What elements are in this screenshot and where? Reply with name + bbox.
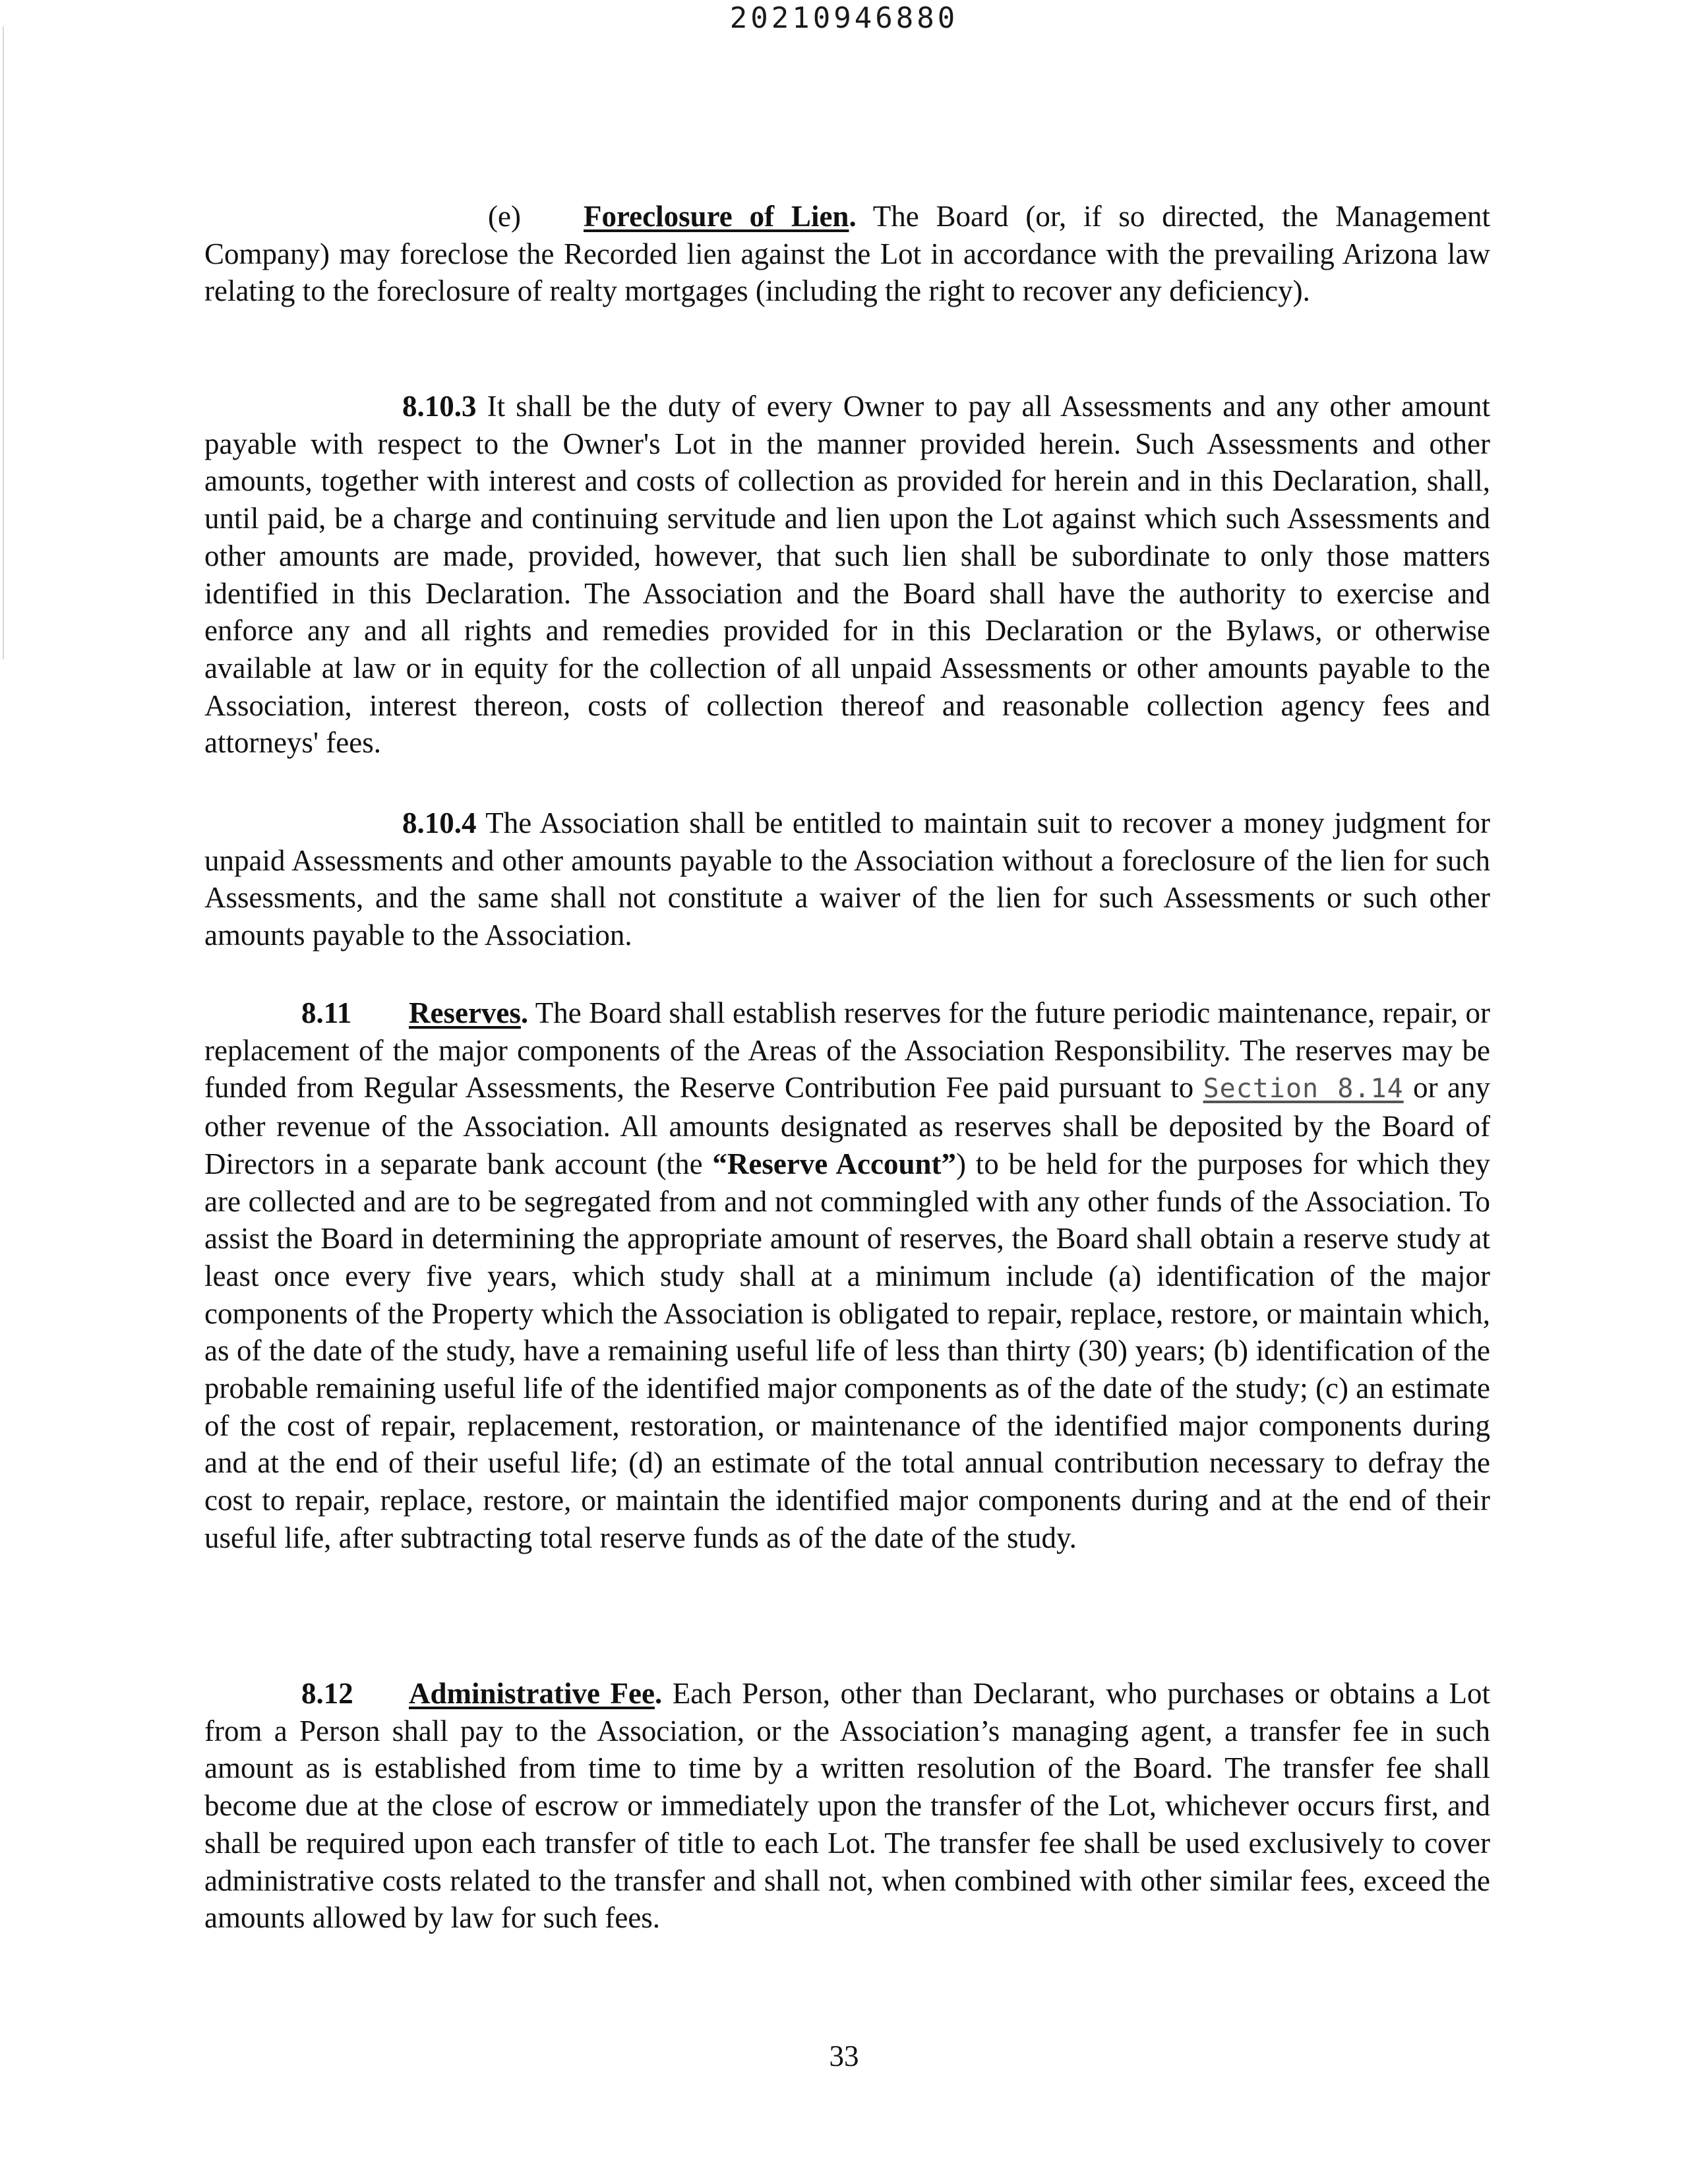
paragraph-e-foreclosure-of-lien <box>204 198 1490 310</box>
paragraph-8-10-4 <box>204 804 1490 954</box>
section-number: 8.10.3 <box>402 390 477 423</box>
cross-reference-link[interactable]: Section 8.14 <box>1203 1074 1404 1105</box>
paragraph-text: ) to be held for the purposes for which they are collected and are to be segregated from and not commingled with any other funds of the Association. To assist the Board in determining the appropriate amount of reserves, the Board shall obtain a reserve study at least once every five years, which study shall at a minimum include (a) identification of the major components of the Property which the Association is obligated to repair, replace, restore, or maintain which, as of the date of the study, have a remaining useful life of less than thirty (30) years; (b) identification of the probable remaining useful life of the identified major components as of the date of the study; (c) an estimate of the cost of repair, replacement, restoration, or maintenance of the identified major components during and at the end of their useful life; (d) an estimate of the total annual contribution necessary to defray the cost to repair, replace, restore, or maintain the identified major components during and at the end of their useful life, after subtracting total reserve funds as of the date of the study. <box>204 1147 1491 1554</box>
paragraph-text: or any other revenue of the Association. All amounts designated as reserves shall be deposited by the Board of Directors in a separate bank account (the <box>204 1071 1491 1180</box>
paragraph-8-10-3 <box>204 388 1490 762</box>
paragraph-text: The Board shall establish reserves for the future periodic maintenance, repair, or replacement of the major components of the Areas of the Association Responsibility. The reserves may be funded from Regular Assessments, the Reserve Contribution Fee paid pursuant to <box>204 996 1490 1105</box>
heading-punctuation: . <box>520 996 529 1029</box>
page-number: 33 <box>829 2040 859 2073</box>
defined-term: “Reserve Account” <box>712 1147 957 1180</box>
section-number: 8.11 <box>301 996 352 1029</box>
subsection-label: (e) <box>488 200 521 233</box>
paragraph-text: The Association shall be entitled to maintain suit to recover a money judgment for unpaid Assessments and other amounts payable to the Association without a foreclosure of the lien for such Assessments, and the same shall not constitute a waiver of the lien for such Assessments or such other amounts payable to the Association. <box>204 806 1490 952</box>
paragraph-8-12-administrative-fee <box>204 1675 1490 1937</box>
paragraph-text: The Board (or, if so directed, the Management Company) may foreclose the Recorded lien against the Lot in accordance with the prevailing Arizona law relating to the foreclosure of realty mortgages (including the right to recover any deficiency). <box>204 200 1490 308</box>
section-heading: Foreclosure of Lien <box>584 200 849 233</box>
scan-edge-line <box>3 26 4 659</box>
paragraph-text: It shall be the duty of every Owner to pay all Assessments and any other amount payable with respect to the Owner's Lot in the manner provided herein. Such Assessments and other amounts, together with interest and costs of collection as provided for herein and in this Declaration, shall, until paid, be a charge and continuing servitude and lien upon the Lot against which such Assessments and other amounts are made, provided, however, that such lien shall be subordinate to only those matters identified in this Declaration. The Association and the Board shall have the authority to exercise and enforce any and all rights and remedies provided for in this Declaration or the Bylaws, or otherwise available at law or in equity for the collection of all unpaid Assessments or other amounts payable to the Association, interest thereon, costs of collection thereof and reasonable collection agency fees and attorneys' fees. <box>204 390 1490 760</box>
section-heading: Reserves <box>409 996 521 1029</box>
section-heading: Administrative Fee <box>409 1677 655 1710</box>
section-number: 8.12 <box>301 1677 353 1710</box>
heading-punctuation: . <box>849 200 857 233</box>
heading-punctuation: . <box>654 1677 663 1710</box>
section-number: 8.10.4 <box>402 806 477 839</box>
paragraph-text: Each Person, other than Declarant, who purchases or obtains a Lot from a Person shall pay to the Association, or the Association’s managing agent, a transfer fee in such amount as is established from time to time by a written resolution of the Board. The transfer fee shall become due at the close of escrow or immediately upon the transfer of the Lot, whichever occurs first, and shall be required upon each transfer of title to each Lot. The transfer fee shall be used exclusively to cover administrative costs related to the transfer and shall not, when combined with other similar fees, exceed the amounts allowed by law for such fees. <box>204 1677 1490 1935</box>
paragraph-8-11-reserves <box>204 994 1490 1557</box>
recording-number: 20210946880 <box>729 1 959 35</box>
